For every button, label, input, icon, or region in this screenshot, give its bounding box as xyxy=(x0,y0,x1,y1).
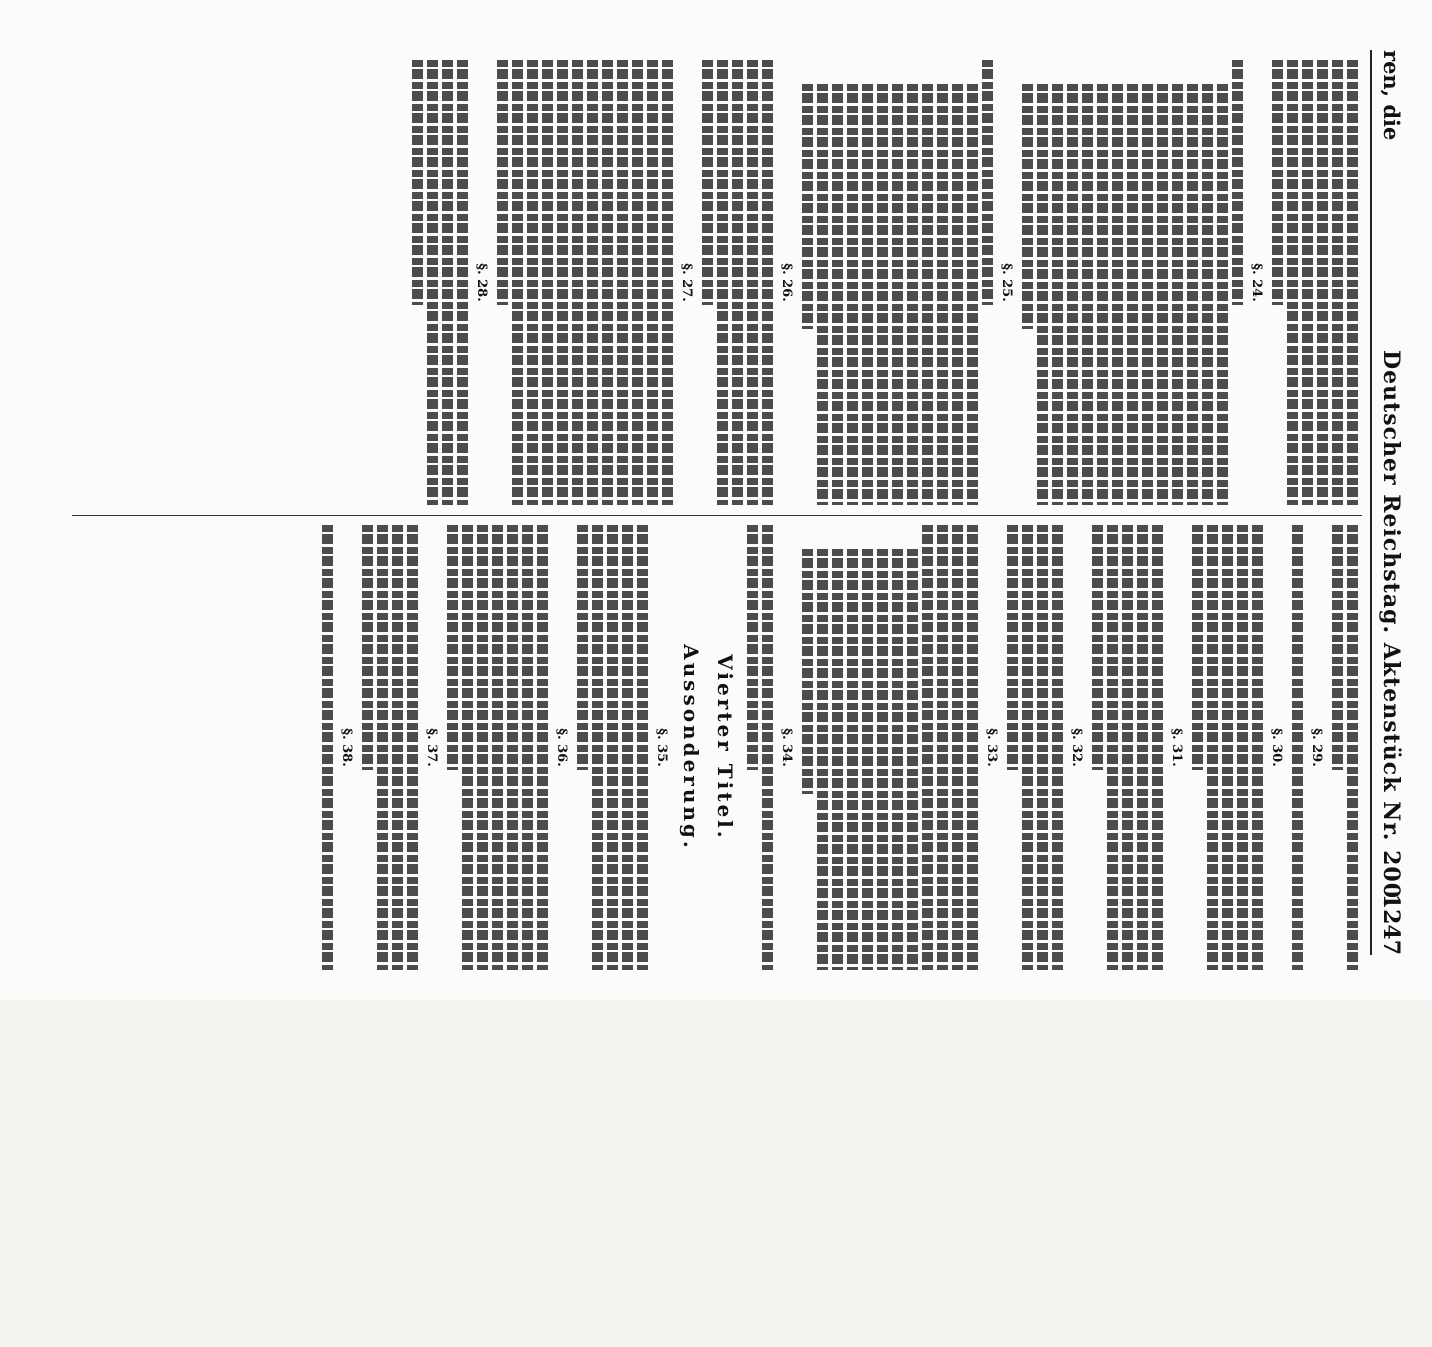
text-line xyxy=(1237,525,1248,970)
left-column xyxy=(408,60,1362,505)
text-line xyxy=(1052,525,1063,970)
text-line xyxy=(442,60,453,505)
text-line xyxy=(1022,525,1033,970)
text-line xyxy=(1092,525,1103,770)
text-line xyxy=(637,525,648,970)
column-rule xyxy=(72,515,1362,516)
text-line xyxy=(1332,525,1343,770)
text-line xyxy=(832,84,843,505)
text-line xyxy=(577,525,588,770)
text-line xyxy=(607,525,618,970)
text-line xyxy=(907,549,918,970)
section-heading: §. 24. xyxy=(1249,263,1264,302)
text-line xyxy=(817,84,828,505)
text-line xyxy=(617,60,628,505)
text-line xyxy=(647,60,658,505)
text-line xyxy=(702,60,713,305)
text-line xyxy=(1232,60,1243,305)
text-line xyxy=(862,84,873,505)
text-line xyxy=(457,60,468,505)
text-line xyxy=(377,525,388,970)
text-line xyxy=(322,525,333,970)
text-line xyxy=(1157,84,1168,505)
text-line xyxy=(832,549,843,970)
header-rule xyxy=(1370,50,1372,955)
section-heading: §. 31. xyxy=(1169,728,1184,767)
text-line xyxy=(492,525,503,970)
text-line xyxy=(762,525,773,970)
text-line xyxy=(1272,60,1283,305)
text-line xyxy=(952,84,963,505)
text-line xyxy=(937,84,948,505)
text-line xyxy=(1292,525,1303,970)
text-line xyxy=(1217,84,1228,505)
text-line xyxy=(967,525,978,970)
page-number: 1247 xyxy=(1378,893,1404,955)
text-line xyxy=(1127,84,1138,505)
page-header xyxy=(1376,50,1404,955)
text-line xyxy=(1037,84,1048,505)
text-line xyxy=(1097,84,1108,505)
text-line xyxy=(412,60,423,305)
text-line xyxy=(527,60,538,505)
text-line xyxy=(1187,84,1198,505)
text-line xyxy=(907,84,918,505)
text-line xyxy=(1112,84,1123,505)
text-line xyxy=(1137,525,1148,970)
text-line xyxy=(512,60,523,505)
text-line xyxy=(507,525,518,970)
text-line xyxy=(632,60,643,505)
text-line xyxy=(847,549,858,970)
text-line xyxy=(877,549,888,970)
text-line xyxy=(587,60,598,505)
text-line xyxy=(557,60,568,505)
text-line xyxy=(427,60,438,505)
text-line xyxy=(862,549,873,970)
section-heading: §. 35. xyxy=(654,728,669,767)
section-heading: §. 26. xyxy=(779,263,794,302)
text-line xyxy=(497,60,508,305)
text-line xyxy=(622,525,633,970)
section-heading: §. 33. xyxy=(984,728,999,767)
text-line xyxy=(877,84,888,505)
text-line xyxy=(362,525,373,770)
page-title: Deutscher Reichstag. Aktenstück Nr. 200. xyxy=(1378,350,1404,908)
text-line xyxy=(967,84,978,505)
text-line xyxy=(1302,60,1313,505)
text-line xyxy=(1347,60,1358,505)
text-line xyxy=(762,60,773,505)
text-line xyxy=(1082,84,1093,505)
text-line xyxy=(1007,525,1018,770)
section-heading: §. 30. xyxy=(1269,728,1284,767)
text-line xyxy=(1107,525,1118,970)
section-heading: §. 38. xyxy=(339,728,354,767)
text-line xyxy=(1142,84,1153,505)
text-line xyxy=(1207,525,1218,970)
text-line xyxy=(802,549,813,794)
text-line xyxy=(802,84,813,329)
section-heading: §. 34. xyxy=(779,728,794,767)
text-line xyxy=(1347,525,1358,970)
text-line xyxy=(1067,84,1078,505)
text-line xyxy=(1252,525,1263,970)
text-line xyxy=(602,60,613,505)
text-line xyxy=(937,525,948,970)
text-line xyxy=(747,525,758,770)
section-heading: §. 32. xyxy=(1069,728,1084,767)
text-line xyxy=(1317,60,1328,505)
text-line xyxy=(537,525,548,970)
section-heading: §. 29. xyxy=(1309,728,1324,767)
text-line xyxy=(922,525,933,970)
text-line xyxy=(572,60,583,505)
section-heading: §. 36. xyxy=(554,728,569,767)
text-line xyxy=(1172,84,1183,505)
text-line xyxy=(1202,84,1213,505)
text-line xyxy=(817,549,828,970)
section-heading: §. 28. xyxy=(474,263,489,302)
text-line xyxy=(462,525,473,970)
text-line xyxy=(732,60,743,505)
text-line xyxy=(1332,60,1343,505)
text-line xyxy=(847,84,858,505)
text-line xyxy=(892,84,903,505)
text-line xyxy=(1222,525,1233,970)
header-left-text: ren, die xyxy=(1379,50,1404,141)
text-line xyxy=(952,525,963,970)
text-line xyxy=(747,60,758,505)
text-line xyxy=(892,549,903,970)
text-line xyxy=(447,525,458,770)
text-line xyxy=(1122,525,1133,970)
chapter-heading: Aussonderung. xyxy=(679,644,703,851)
text-line xyxy=(1192,525,1203,770)
text-line xyxy=(592,525,603,970)
text-line xyxy=(717,60,728,505)
text-line xyxy=(662,60,673,505)
text-line xyxy=(407,525,418,970)
text-line xyxy=(522,525,533,970)
text-line xyxy=(477,525,488,970)
text-line xyxy=(392,525,403,970)
text-line xyxy=(1287,60,1298,505)
text-line xyxy=(982,60,993,305)
section-heading: §. 25. xyxy=(999,263,1014,302)
text-line xyxy=(1152,525,1163,970)
title-heading: Vierter Titel. xyxy=(713,654,737,841)
right-column xyxy=(318,525,1362,970)
section-heading: §. 37. xyxy=(424,728,439,767)
text-line xyxy=(1052,84,1063,505)
text-line xyxy=(922,84,933,505)
text-line xyxy=(542,60,553,505)
text-line xyxy=(1037,525,1048,970)
text-line xyxy=(1022,84,1033,329)
section-heading: §. 27. xyxy=(679,263,694,302)
